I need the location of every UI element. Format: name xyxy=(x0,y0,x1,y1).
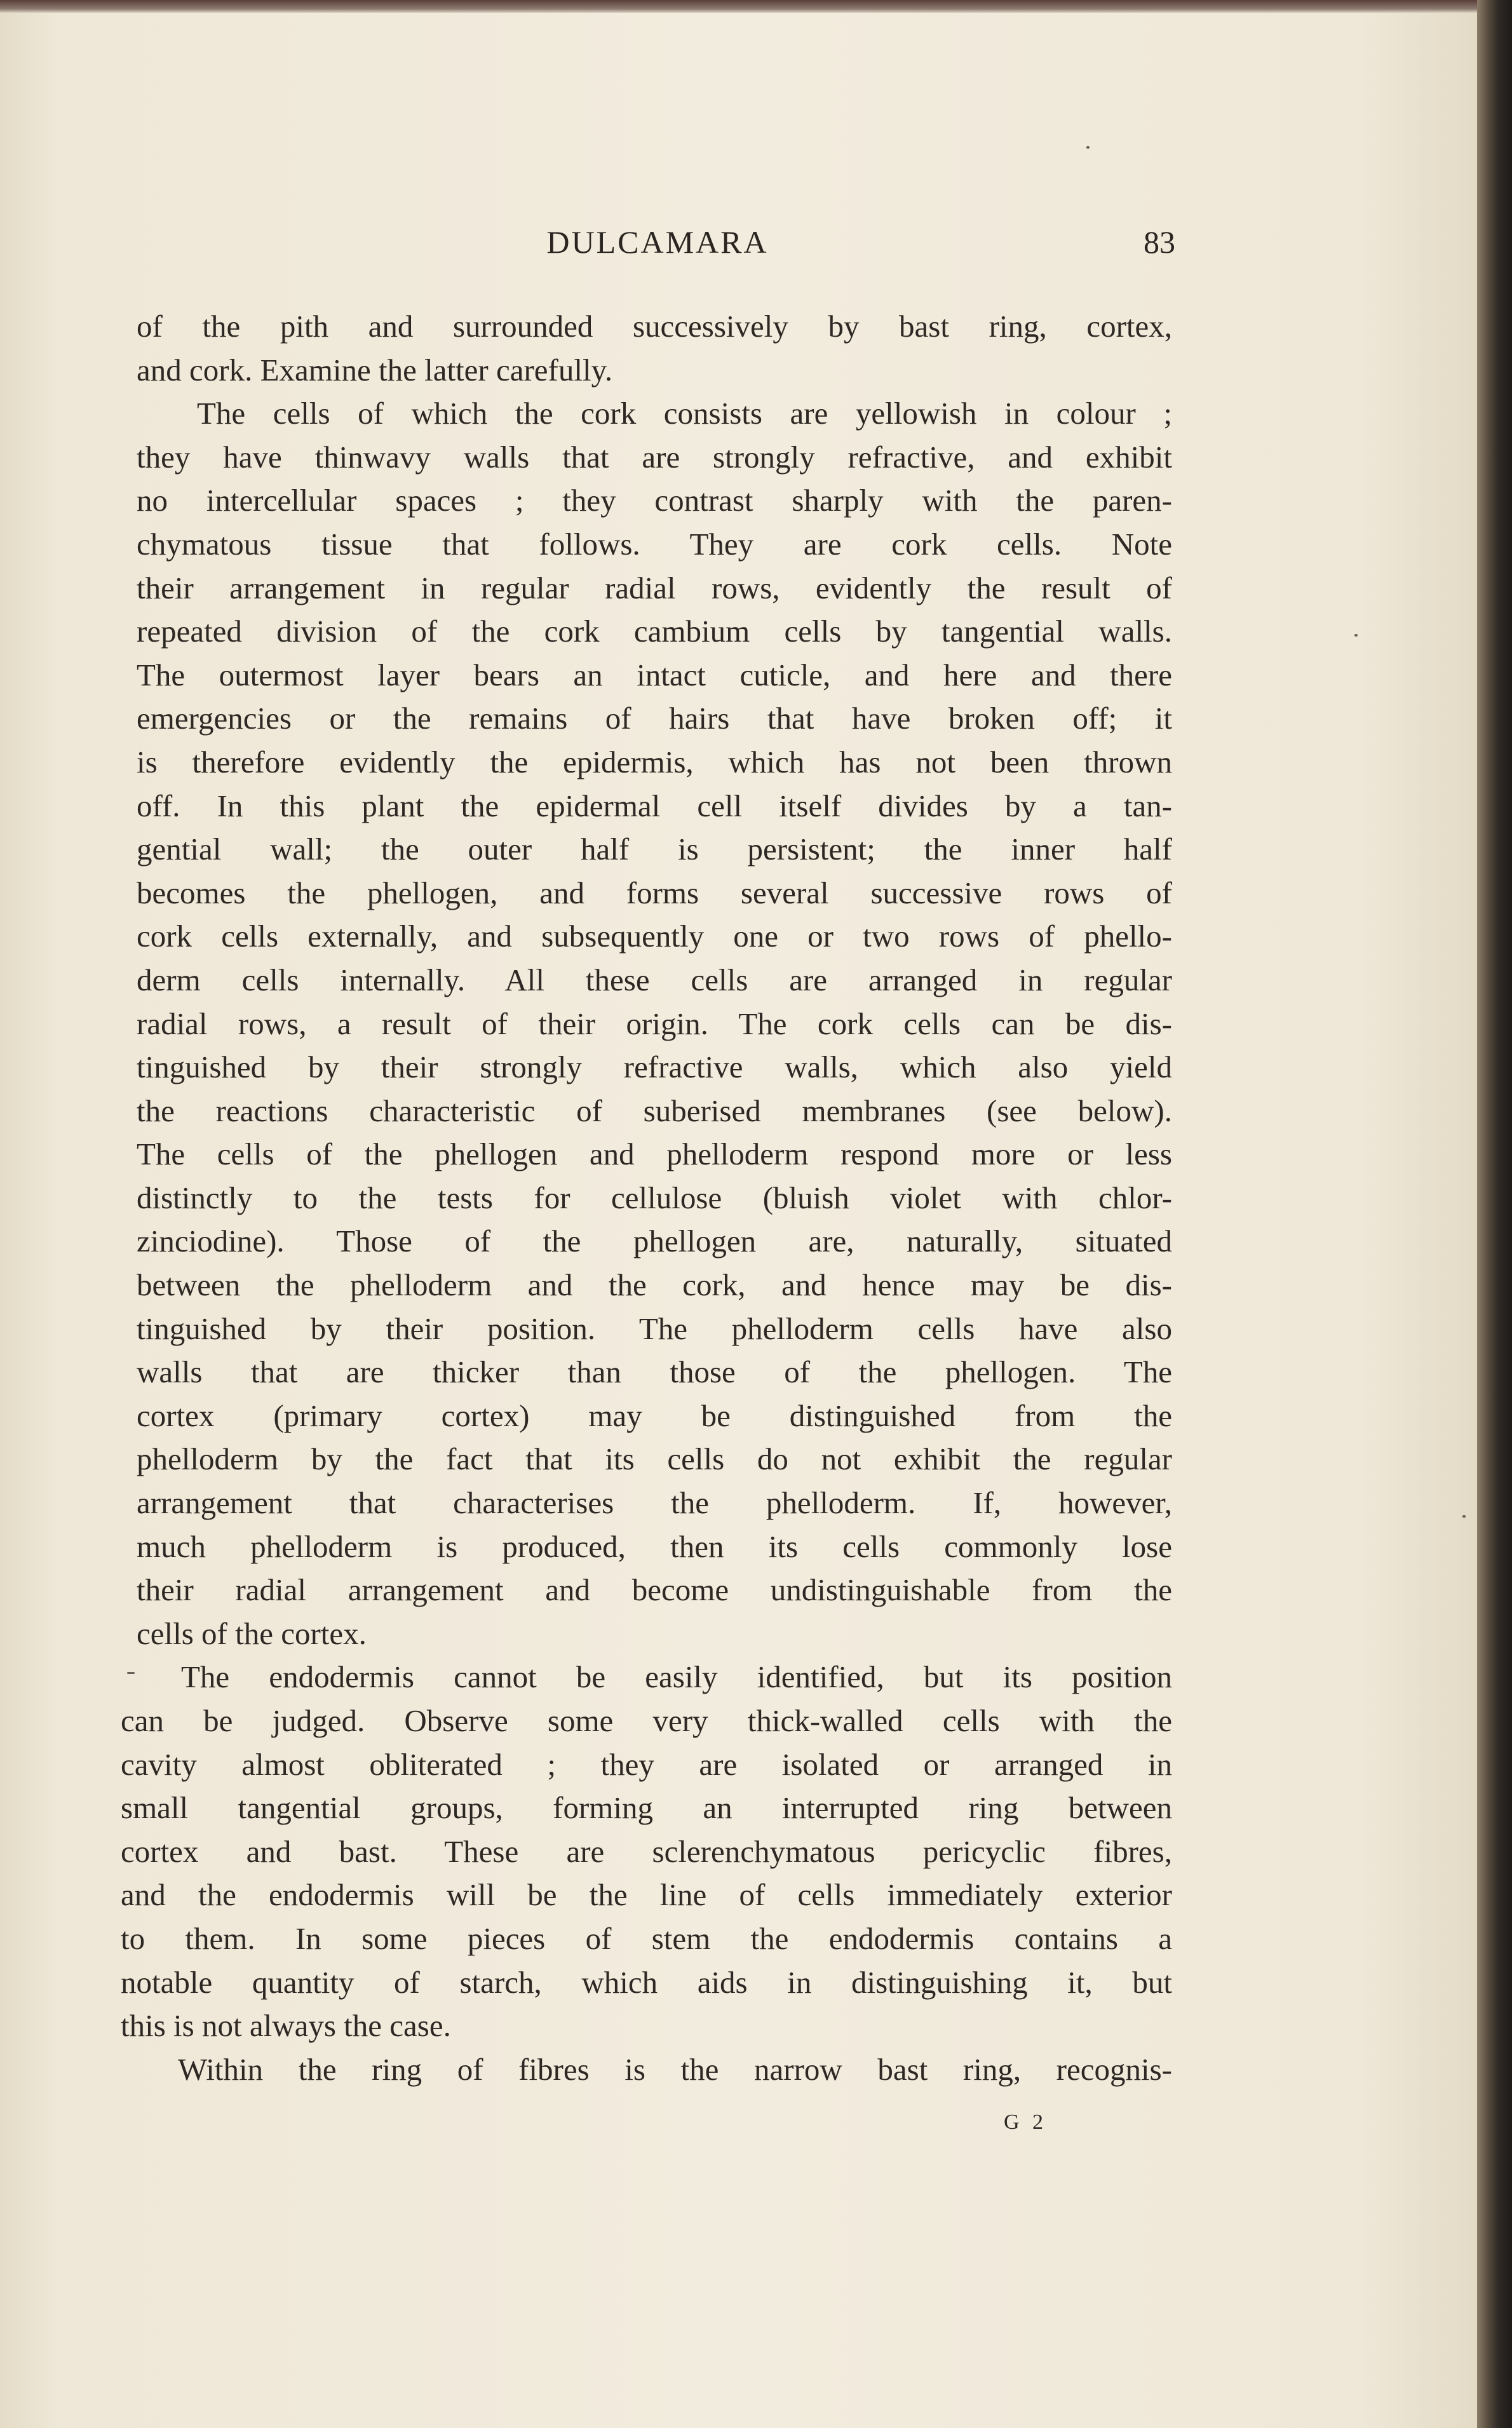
text-line: The endodermis cannot be easily identified, but its position xyxy=(181,1659,1172,1695)
signature-mark: G 2 xyxy=(1004,2110,1048,2134)
text-line: off. In this plant the epidermal cell itself divides by a tan- xyxy=(137,788,1172,823)
text-line: is therefore evidently the epidermis, which has not been thrown xyxy=(137,744,1172,779)
text-line: distinctly to the tests for cellulose (bluish violet with chlor- xyxy=(137,1180,1172,1215)
text-line: chymatous tissue that follows. They are cork cells. Note xyxy=(137,526,1172,562)
text-line: the reactions characteristic of suberised membranes (see below). xyxy=(137,1093,1172,1128)
paper-speck xyxy=(1086,146,1090,149)
page-top-edge xyxy=(0,0,1512,13)
text-line: The outermost layer bears an intact cuticle, and here and there xyxy=(137,657,1172,692)
text-line: radial rows, a result of their origin. The cork cells can be dis- xyxy=(137,1006,1172,1041)
text-line: can be judged. Observe some very thick-walled cells with the xyxy=(121,1703,1172,1738)
text-line: they have thinwavy walls that are strongly refractive, and exhibit xyxy=(137,439,1172,475)
text-line: The cells of which the cork consists are yellowish in colour ; xyxy=(197,396,1172,431)
text-line: this is not always the case. xyxy=(121,2008,451,2044)
text-line: becomes the phellogen, and forms several successive rows of xyxy=(137,875,1172,910)
text-line: of the pith and surrounded successively by bast ring, cortex, xyxy=(137,309,1172,344)
text-line: The cells of the phellogen and phelloderm respond more or less xyxy=(137,1136,1172,1172)
text-line: between the phelloderm and the cork, and hence may be dis- xyxy=(137,1267,1172,1303)
text-line: their radial arrangement and become undistinguishable from the xyxy=(137,1572,1172,1608)
text-line: walls that are thicker than those of the phellogen. The xyxy=(137,1354,1172,1390)
paragraph xyxy=(118,2048,1172,2092)
text-line: derm cells internally. All these cells are arranged in regular xyxy=(137,962,1172,997)
text-line: repeated division of the cork cambium cells by tangential walls. xyxy=(137,614,1172,649)
page-number: 83 xyxy=(1144,224,1175,260)
text-line: no intercellular spaces ; they contrast sharply with the paren- xyxy=(137,483,1172,518)
text-line: small tangential groups, forming an interrupted ring between xyxy=(121,1790,1172,1826)
text-line: phelloderm by the fact that its cells do not exhibit the regular xyxy=(137,1441,1172,1477)
text-line: and cork. Examine the latter carefully. xyxy=(137,352,613,388)
text-line: cork cells externally, and subsequently one or two rows of phello- xyxy=(137,919,1172,954)
text-line: arrangement that characterises the phelloderm. If, however, xyxy=(137,1485,1172,1521)
text-line: to them. In some pieces of stem the endodermis contains a xyxy=(121,1920,1172,1956)
paragraph xyxy=(137,305,1172,392)
text-line: notable quantity of starch, which aids in distinguishing it, but xyxy=(121,1964,1172,2000)
paper-speck xyxy=(127,1672,135,1674)
text-line: gential wall; the outer half is persistent; the inner half xyxy=(137,832,1172,867)
text-line: emergencies or the remains of hairs that have broken off; it xyxy=(137,701,1172,736)
text-line: cortex (primary cortex) may be distinguished from the xyxy=(137,1398,1172,1433)
text-line: cavity almost obliterated ; they are isolated or arranged in xyxy=(121,1746,1172,1782)
text-line: cortex and bast. These are sclerenchymatous pericyclic fibres, xyxy=(121,1833,1172,1869)
text-line: and the endodermis will be the line of cells immediately exterior xyxy=(121,1877,1172,1913)
text-line: cells of the cortex. xyxy=(137,1615,367,1651)
book-spine-edge xyxy=(1477,0,1512,2428)
page-header xyxy=(140,224,1175,268)
text-line: zinciodine). Those of the phellogen are, naturally, situated xyxy=(137,1224,1172,1259)
paragraph xyxy=(121,1656,1172,2047)
text-line: their arrangement in regular radial rows, evidently the result of xyxy=(137,570,1172,605)
paper-speck xyxy=(1462,1515,1466,1518)
paper-speck xyxy=(1354,634,1358,637)
body-text xyxy=(121,305,1172,2091)
text-line: much phelloderm is produced, then its cells commonly lose xyxy=(137,1528,1172,1564)
text-line: tinguished by their strongly refractive walls, which also yield xyxy=(137,1049,1172,1085)
text-line: tinguished by their position. The phelloderm cells have also xyxy=(137,1311,1172,1346)
running-head: DULCAMARA xyxy=(546,224,769,260)
paragraph xyxy=(137,392,1172,1656)
text-line: Within the ring of fibres is the narrow bast ring, recognis- xyxy=(178,2051,1172,2087)
